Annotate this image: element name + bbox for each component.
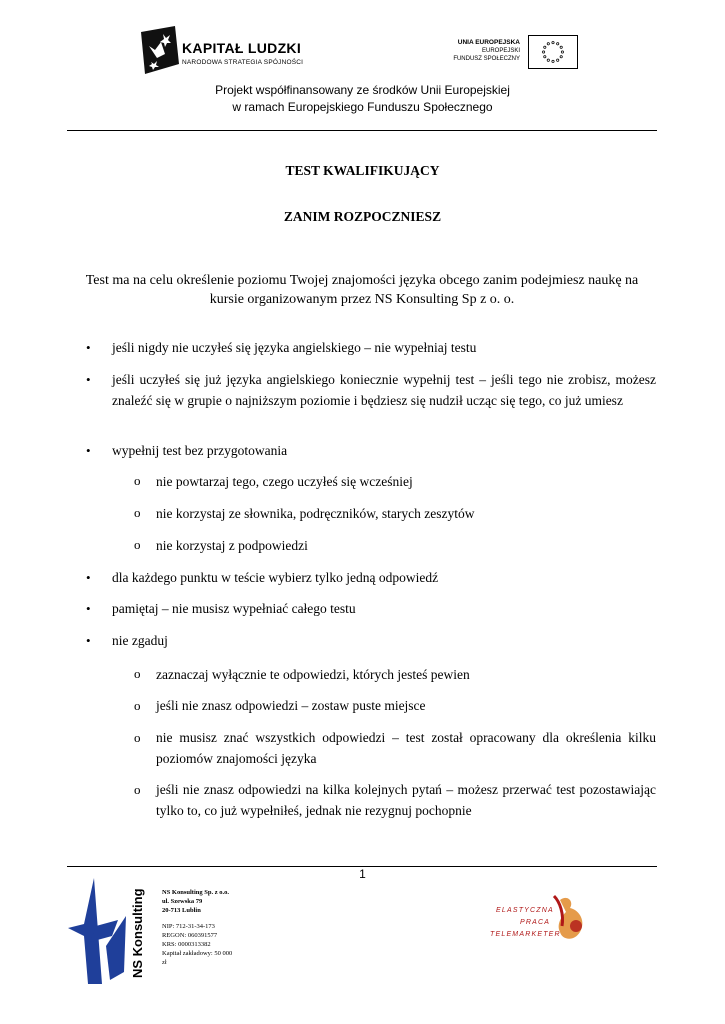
list-item: pamiętaj – nie musisz wypełniać całego testu	[112, 601, 356, 616]
list-item: nie zgaduj	[112, 633, 168, 648]
project-line-2: w ramach Europejskiego Funduszu Społecznego	[232, 100, 493, 114]
company-city: 20-713 Lublin	[162, 907, 201, 914]
ns-logo-text: NS Konsulting	[130, 888, 145, 978]
eu-line1: UNIA EUROPEJSKA	[457, 39, 520, 46]
list-subitem: nie musisz znać wszystkich odpowiedzi – test został opracowany dla określenia kilku poziomów znajomości języka	[156, 730, 656, 766]
company-capital: Kapitał zakładowy: 50 000	[162, 950, 233, 957]
document-title: TEST KWALIFIKUJĄCY	[285, 163, 440, 178]
kapital-ludzki-name: KAPITAŁ LUDZKI	[182, 40, 302, 56]
company-nip: NIP: 712-31-34-173	[162, 923, 215, 930]
epl-line3: TELEMARKETER	[490, 931, 561, 938]
page-number: 1	[359, 867, 366, 881]
eu-line3: FUNDUSZ SPOŁECZNY	[453, 56, 520, 62]
list-item: jeśli uczyłeś się już języka angielskiego koniecznie wypełnij test – jeśli tego nie zrobisz, możesz znaleźć się w grupie o najniższym poziomie i będziesz się nudził ucząc się tego, co już umiesz	[112, 372, 656, 408]
header-divider	[67, 130, 657, 131]
list-item: jeśli nigdy nie uczyłeś się języka angielskiego – nie wypełniaj testu	[112, 340, 477, 355]
company-name: NS Konsulting Sp. z o.o.	[162, 889, 230, 896]
epl-line2: PRACA	[520, 919, 551, 926]
list-subitem: jeśli nie znasz odpowiedzi na kilka kolejnych pytań – możesz przerwać test pozostawiając tylko to, co już wypełniłeś, jednak nie rezygnuj pochopnie	[156, 782, 656, 818]
list-subitem: nie korzystaj z podpowiedzi	[156, 538, 308, 553]
kapital-ludzki-subtitle: NARODOWA STRATEGIA SPÓJNOŚCI	[182, 59, 304, 66]
company-regon: REGON: 060391577	[162, 932, 218, 939]
list-subitem: nie powtarzaj tego, czego uczyłeś się wcześniej	[156, 474, 413, 489]
list-subitem: jeśli nie znasz odpowiedzi – zostaw puste miejsce	[156, 698, 426, 713]
company-street: ul. Szewska 79	[162, 898, 203, 905]
sub-bullet-marker: o	[134, 537, 141, 552]
bullet-marker: •	[86, 372, 91, 387]
company-krs: KRS: 0000313382	[162, 941, 211, 948]
bullet-marker: •	[86, 633, 91, 648]
sub-bullet-marker: o	[134, 473, 141, 488]
bullet-marker: •	[86, 601, 91, 616]
list-item: dla każdego punktu w teście wybierz tylko jedną odpowiedź	[112, 570, 439, 585]
intro-paragraph	[68, 271, 656, 309]
document-subtitle: ZANIM ROZPOCZNIESZ	[283, 209, 442, 224]
eu-flag-icon	[528, 35, 578, 69]
bullet-marker: •	[86, 340, 91, 355]
eu-label	[420, 39, 520, 63]
bullet-marker: •	[86, 570, 91, 585]
list-subitem: nie korzystaj ze słownika, podręczników, starych zeszytów	[156, 506, 475, 521]
sub-bullet-marker: o	[134, 666, 141, 681]
company-info	[162, 888, 232, 967]
ns-konsulting-logo	[66, 876, 166, 984]
intro-line-1: Test ma na celu określenie poziomu Twojej znajomości języka obcego zanim podejmiesz naukę na	[85, 273, 639, 288]
intro-line-2: kursie organizowanym przez NS Konsulting Sp z o. o.	[209, 292, 515, 307]
sub-bullet-marker: o	[134, 505, 141, 520]
epl-line1: ELASTYCZNA	[496, 907, 554, 914]
sub-bullet-marker: o	[134, 730, 141, 745]
list-subitem: zaznaczaj wyłącznie te odpowiedzi, których jesteś pewien	[156, 667, 470, 682]
sub-bullet-marker: o	[134, 782, 141, 797]
list-item: wypełnij test bez przygotowania	[112, 443, 288, 458]
project-line-1: Projekt współfinansowany ze środków Unii Europejskiej	[215, 83, 510, 97]
sub-bullet-marker: o	[134, 698, 141, 713]
eu-line2: EUROPEJSKI	[481, 48, 520, 54]
elastyczna-praca-logo	[490, 892, 600, 948]
bullet-marker: •	[86, 443, 91, 458]
company-capital-currency: zł	[162, 959, 167, 966]
kapital-ludzki-logo	[135, 24, 185, 80]
